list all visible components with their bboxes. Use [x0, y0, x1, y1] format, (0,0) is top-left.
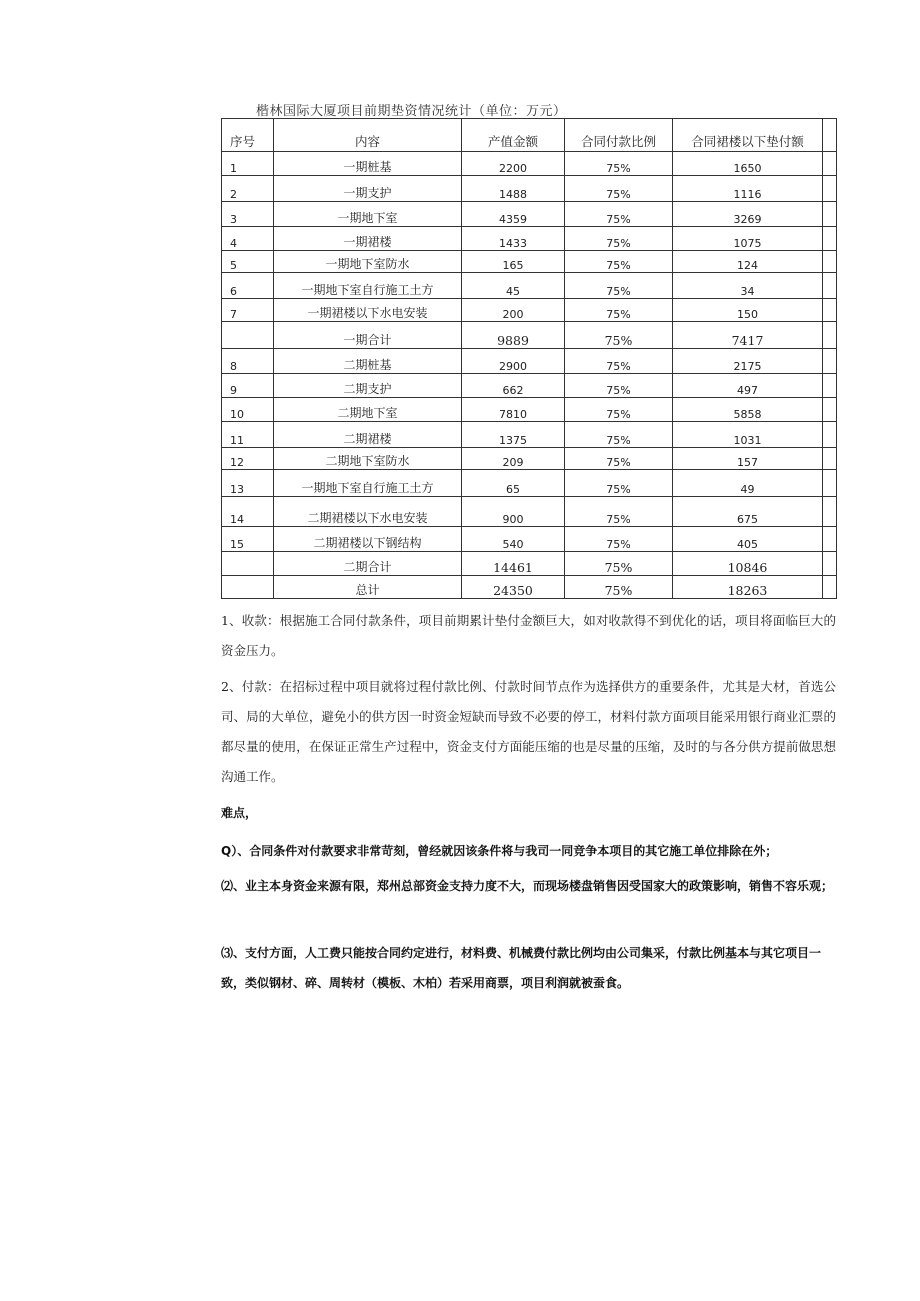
cell-no: 15: [222, 527, 274, 552]
difficulty-1: Q）、合同条件对付款要求非常苛刻，曾经就因该条件将与我司一同竞争本项目的其它施工单位排除在外；: [221, 844, 778, 858]
cell-blank: [823, 322, 837, 349]
difficulty-3: ⑶、支付方面，人工费只能按合同约定进行，材料费、机械费付款比例均由公司集采，付款比例基本与其它项目一致，类似钢材、碎、周转材（模板、木柏）若采用商票，项目利润就被蚕食。: [221, 946, 822, 990]
cell-content: 二期地下室防水: [274, 448, 462, 470]
header-content: 内容: [274, 119, 462, 152]
cell-no: 7: [222, 299, 274, 322]
advance-funding-table: [221, 118, 837, 599]
cell-value: 65: [462, 470, 565, 497]
header-blank: [823, 119, 837, 152]
cell-blank: [823, 202, 837, 227]
cell-no: [222, 576, 274, 599]
cell-content: 二期裙楼以下水电安装: [274, 497, 462, 527]
cell-advance: 5858: [673, 398, 823, 422]
cell-advance: 1075: [673, 227, 823, 251]
cell-content: 一期地下室防水: [274, 251, 462, 273]
cell-content: 二期支护: [274, 374, 462, 398]
cell-ratio: 75%: [565, 152, 673, 176]
cell-advance: 150: [673, 299, 823, 322]
table-row: [222, 176, 837, 202]
cell-no: 14: [222, 497, 274, 527]
cell-value: 4359: [462, 202, 565, 227]
cell-content: 一期地下室自行施工土方: [274, 470, 462, 497]
cell-ratio: 75%: [565, 273, 673, 299]
cell-no: 9: [222, 374, 274, 398]
cell-advance: 3269: [673, 202, 823, 227]
cell-value: 45: [462, 273, 565, 299]
cell-ratio: 75%: [565, 299, 673, 322]
table-row: [222, 497, 837, 527]
cell-value: 1375: [462, 422, 565, 448]
cell-no: 1: [222, 152, 274, 176]
cell-advance: 10846: [673, 552, 823, 576]
cell-content: 二期合计: [274, 552, 462, 576]
cell-advance: 1650: [673, 152, 823, 176]
table-title: 楷林国际大厦项目前期垫资情况统计（单位：万元）: [256, 104, 567, 119]
cell-no: 5: [222, 251, 274, 273]
cell-blank: [823, 552, 837, 576]
cell-content: 总计: [274, 576, 462, 599]
cell-ratio: 75%: [565, 422, 673, 448]
cell-advance: 18263: [673, 576, 823, 599]
cell-blank: [823, 470, 837, 497]
cell-advance: 1116: [673, 176, 823, 202]
table-row: [222, 374, 837, 398]
cell-no: [222, 322, 274, 349]
cell-content: 二期裙楼以下钢结构: [274, 527, 462, 552]
cell-ratio: 75%: [565, 398, 673, 422]
cell-no: 13: [222, 470, 274, 497]
cell-ratio: 75%: [565, 552, 673, 576]
cell-blank: [823, 576, 837, 599]
cell-blank: [823, 176, 837, 202]
cell-advance: 1031: [673, 422, 823, 448]
cell-ratio: 75%: [565, 576, 673, 599]
cell-ratio: 75%: [565, 176, 673, 202]
cell-value: 14461: [462, 552, 565, 576]
cell-content: 一期支护: [274, 176, 462, 202]
cell-blank: [823, 398, 837, 422]
cell-ratio: 75%: [565, 470, 673, 497]
cell-blank: [823, 374, 837, 398]
cell-value: 209: [462, 448, 565, 470]
cell-advance: 405: [673, 527, 823, 552]
difficulty-2: ⑵、业主本身资金来源有限，郑州总部资金支持力度不大，而现场楼盘销售因受国家大的政策影响，销售不容乐观；: [221, 879, 834, 893]
cell-no: 2: [222, 176, 274, 202]
table-row: [222, 398, 837, 422]
cell-value: 900: [462, 497, 565, 527]
cell-value: 1433: [462, 227, 565, 251]
cell-no: 3: [222, 202, 274, 227]
cell-ratio: 75%: [565, 527, 673, 552]
cell-blank: [823, 299, 837, 322]
cell-content: 二期桩基: [274, 349, 462, 374]
cell-advance: 157: [673, 448, 823, 470]
cell-ratio: 75%: [565, 448, 673, 470]
cell-ratio: 75%: [565, 227, 673, 251]
difficulties-heading: 难点，: [221, 806, 258, 820]
header-value: 产值金额: [462, 119, 565, 152]
cell-value: 2200: [462, 152, 565, 176]
table-summary-row: [222, 322, 837, 349]
cell-value: 7810: [462, 398, 565, 422]
paragraph-receipts: 1、收款：根据施工合同付款条件，项目前期累计垫付金额巨大，如对收款得不到优化的话，项目将面临巨大的资金压力。: [221, 613, 836, 658]
cell-advance: 675: [673, 497, 823, 527]
cell-content: 二期地下室: [274, 398, 462, 422]
cell-advance: 34: [673, 273, 823, 299]
cell-no: 8: [222, 349, 274, 374]
table-row: [222, 349, 837, 374]
table-summary-row: [222, 552, 837, 576]
cell-ratio: 75%: [565, 202, 673, 227]
header-no: 序号: [222, 119, 274, 152]
cell-value: 9889: [462, 322, 565, 349]
cell-advance: 2175: [673, 349, 823, 374]
cell-no: 4: [222, 227, 274, 251]
cell-ratio: 75%: [565, 322, 673, 349]
cell-blank: [823, 349, 837, 374]
table-row: [222, 202, 837, 227]
cell-value: 200: [462, 299, 565, 322]
cell-ratio: 75%: [565, 497, 673, 527]
cell-value: 1488: [462, 176, 565, 202]
cell-value: 24350: [462, 576, 565, 599]
cell-value: 2900: [462, 349, 565, 374]
cell-value: 165: [462, 251, 565, 273]
cell-advance: 49: [673, 470, 823, 497]
cell-no: 10: [222, 398, 274, 422]
cell-content: 一期地下室自行施工土方: [274, 273, 462, 299]
table-row: [222, 299, 837, 322]
cell-ratio: 75%: [565, 251, 673, 273]
cell-content: 一期裙楼以下水电安装: [274, 299, 462, 322]
cell-content: 一期桩基: [274, 152, 462, 176]
cell-blank: [823, 273, 837, 299]
cell-content: 一期地下室: [274, 202, 462, 227]
cell-blank: [823, 152, 837, 176]
table-row: [222, 251, 837, 273]
cell-value: 540: [462, 527, 565, 552]
table-row: [222, 273, 837, 299]
header-ratio: 合同付款比例: [565, 119, 673, 152]
cell-blank: [823, 227, 837, 251]
cell-no: [222, 552, 274, 576]
table-row: [222, 422, 837, 448]
cell-advance: 497: [673, 374, 823, 398]
header-advance: 合同裙楼以下垫付额: [673, 119, 823, 152]
cell-content: 一期合计: [274, 322, 462, 349]
cell-blank: [823, 251, 837, 273]
cell-no: 6: [222, 273, 274, 299]
cell-blank: [823, 527, 837, 552]
cell-blank: [823, 422, 837, 448]
table-row: [222, 470, 837, 497]
cell-advance: 7417: [673, 322, 823, 349]
cell-ratio: 75%: [565, 349, 673, 374]
table-row: [222, 227, 837, 251]
table-header-row: [222, 119, 837, 152]
cell-advance: 124: [673, 251, 823, 273]
cell-content: 二期裙楼: [274, 422, 462, 448]
cell-no: 12: [222, 448, 274, 470]
table-row: [222, 448, 837, 470]
cell-blank: [823, 497, 837, 527]
paragraph-payments: 2、付款：在招标过程中项目就将过程付款比例、付款时间节点作为选择供方的重要条件，尤其是大材，首选公司、局的大单位，避免小的供方因一时资金短缺而导致不必要的停工，材料付款方面项目能采用银行商业汇票的都尽量的使用，在保证正常生产过程中，资金支付方面能压缩的也是尽量的压缩，及时的与各分供方提前做思想沟通工作。: [221, 679, 836, 784]
table-summary-row: [222, 576, 837, 599]
cell-value: 662: [462, 374, 565, 398]
cell-blank: [823, 448, 837, 470]
table-row: [222, 152, 837, 176]
cell-content: 一期裙楼: [274, 227, 462, 251]
cell-no: 11: [222, 422, 274, 448]
table-row: [222, 527, 837, 552]
cell-ratio: 75%: [565, 374, 673, 398]
